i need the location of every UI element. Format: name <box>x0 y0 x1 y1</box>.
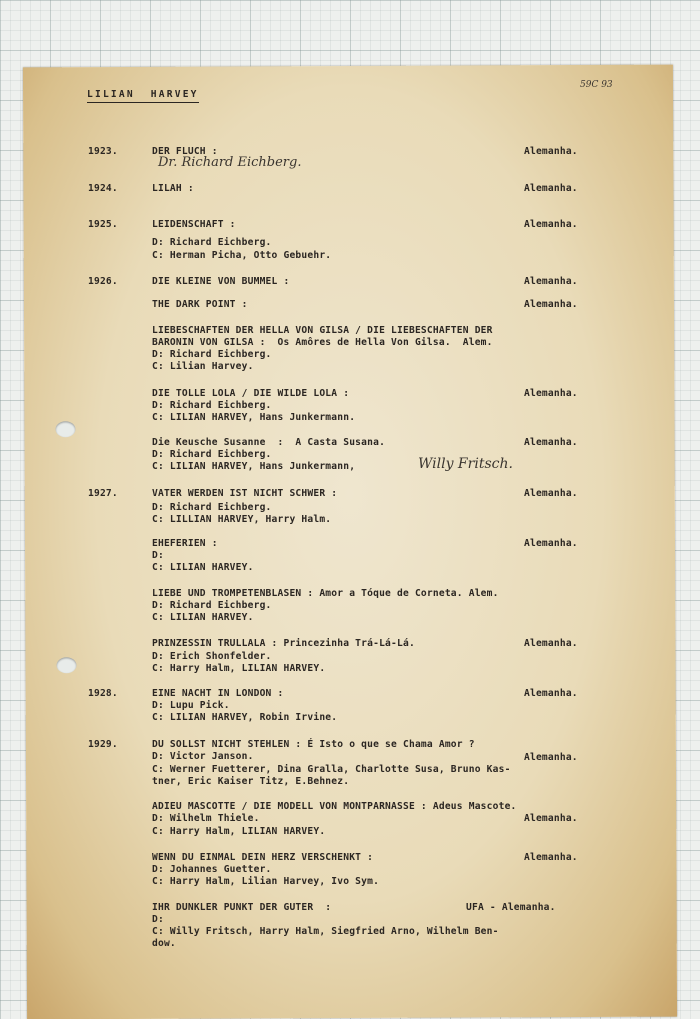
entry-title: EINE NACHT IN LONDON : <box>152 688 284 699</box>
entry-country: Alemanha. <box>524 437 578 448</box>
entry-year: 1928. <box>88 688 118 699</box>
entry-cast: C: LILIAN HARVEY, Hans Junkermann. <box>152 412 356 423</box>
entry-title: Die Keusche Susanne : A Casta Susana. <box>152 437 386 448</box>
entry-director: D: Richard Eichberg. <box>152 400 272 411</box>
entry-director: D: Richard Eichberg. <box>152 449 272 460</box>
entry-title: DIE KLEINE VON BUMMEL : <box>152 276 290 287</box>
entry-title: DIE TOLLE LOLA / DIE WILDE LOLA : <box>152 388 350 399</box>
entry-cast: C: Werner Fuetterer, Dina Gralla, Charlotte Susa, Bruno Kas- <box>152 764 511 775</box>
entry-cast-continued: tner, Eric Kaiser Titz, E.Behnez. <box>152 776 350 787</box>
entry-year: 1926. <box>88 276 118 287</box>
entry-cast: C: LILIAN HARVEY. <box>152 562 254 573</box>
entry-cast: C: LILIAN HARVEY, Robin Irvine. <box>152 712 338 723</box>
entry-cast: C: LILLIAN HARVEY, Harry Halm. <box>152 514 332 525</box>
entry-country: Alemanha. <box>524 219 578 230</box>
punch-hole-top <box>55 421 75 437</box>
entry-cast: C: Harry Halm, Lilian Harvey, Ivo Sym. <box>152 876 380 887</box>
entry-director: D: Lupu Pick. <box>152 700 230 711</box>
entry-year: 1929. <box>88 739 118 750</box>
entry-title: WENN DU EINMAL DEIN HERZ VERSCHENKT : <box>152 852 374 863</box>
entry-year: 1927. <box>88 488 118 499</box>
entry-title: LILAH : <box>152 183 194 194</box>
entry-director: D: Richard Eichberg. <box>152 502 272 513</box>
entry-country: Alemanha. <box>524 146 578 157</box>
entry-director: D: Richard Eichberg. <box>152 349 272 360</box>
entry-director: D: Johannes Guetter. <box>152 864 272 875</box>
entry-cast-continued: dow. <box>152 938 176 949</box>
entry-title: THE DARK POINT : <box>152 299 248 310</box>
entry-cast: C: Harry Halm, LILIAN HARVEY. <box>152 826 326 837</box>
entry-title: LIEBESCHAFTEN DER HELLA VON GILSA / DIE LIEBESCHAFTEN DER <box>152 325 493 336</box>
entry-year: 1923. <box>88 146 118 157</box>
entry-title: DU SOLLST NICHT STEHLEN : É Isto o que se Chama Amor ? <box>152 739 475 750</box>
entry-country: Alemanha. <box>524 638 578 649</box>
entry-country: Alemanha. <box>524 852 578 863</box>
entry-country: Alemanha. <box>524 813 578 824</box>
entry-title: VATER WERDEN IST NICHT SCHWER : <box>152 488 338 499</box>
entry-country: UFA - Alemanha. <box>466 902 556 913</box>
handwritten-director: Dr. Richard Eichberg. <box>158 155 302 170</box>
entry-director: D: Richard Eichberg. <box>152 600 272 611</box>
entry-country: Alemanha. <box>524 752 578 763</box>
entry-cast: C: Lilian Harvey. <box>152 361 254 372</box>
entry-country: Alemanha. <box>524 538 578 549</box>
entry-director: D: Victor Janson. <box>152 751 254 762</box>
entry-title: EHEFERIEN : <box>152 538 218 549</box>
corner-note: 59C 93 <box>580 80 613 90</box>
entry-cast: C: Herman Picha, Otto Gebuehr. <box>152 250 332 261</box>
entry-country: Alemanha. <box>524 183 578 194</box>
entry-title: PRINZESSIN TRULLALA : Princezinha Trá-Lá-Lá. <box>152 638 415 649</box>
entry-cast: C: Harry Halm, LILIAN HARVEY. <box>152 663 326 674</box>
page-title: LILIAN HARVEY <box>87 89 199 103</box>
entry-country: Alemanha. <box>524 488 578 499</box>
punch-hole-bottom <box>57 657 77 673</box>
entry-year: 1924. <box>88 183 118 194</box>
entry-title: LEIDENSCHAFT : <box>152 219 236 230</box>
entry-cast: C: LILIAN HARVEY. <box>152 612 254 623</box>
entry-country: Alemanha. <box>524 688 578 699</box>
entry-title: IHR DUNKLER PUNKT DER GUTER : <box>152 902 332 913</box>
handwritten-cast-addition: Willy Fritsch. <box>418 456 513 472</box>
entry-director: D: Richard Eichberg. <box>152 237 272 248</box>
entry-director: D: <box>152 550 164 561</box>
entry-title: ADIEU MASCOTTE / DIE MODELL VON MONTPARNASSE : Adeus Mascote. <box>152 801 517 812</box>
entry-director: D: <box>152 914 164 925</box>
entry-country: Alemanha. <box>524 388 578 399</box>
entry-director: D: Wilhelm Thiele. <box>152 813 260 824</box>
entry-cast: C: LILIAN HARVEY, Hans Junkermann, <box>152 461 356 472</box>
entry-country: Alemanha. <box>524 299 578 310</box>
entry-title: DER FLUCH : <box>152 146 218 157</box>
entry-year: 1925. <box>88 219 118 230</box>
entry-title-continued: BARONIN VON GILSA : Os Amôres de Hella Von Gilsa. Alem. <box>152 337 493 348</box>
entry-country: Alemanha. <box>524 276 578 287</box>
entry-title: LIEBE UND TROMPETENBLASEN : Amor a Tóque de Corneta. Alem. <box>152 588 499 599</box>
entry-cast: C: Willy Fritsch, Harry Halm, Siegfried Arno, Wilhelm Ben- <box>152 926 499 937</box>
entry-director: D: Erich Shonfelder. <box>152 651 272 662</box>
